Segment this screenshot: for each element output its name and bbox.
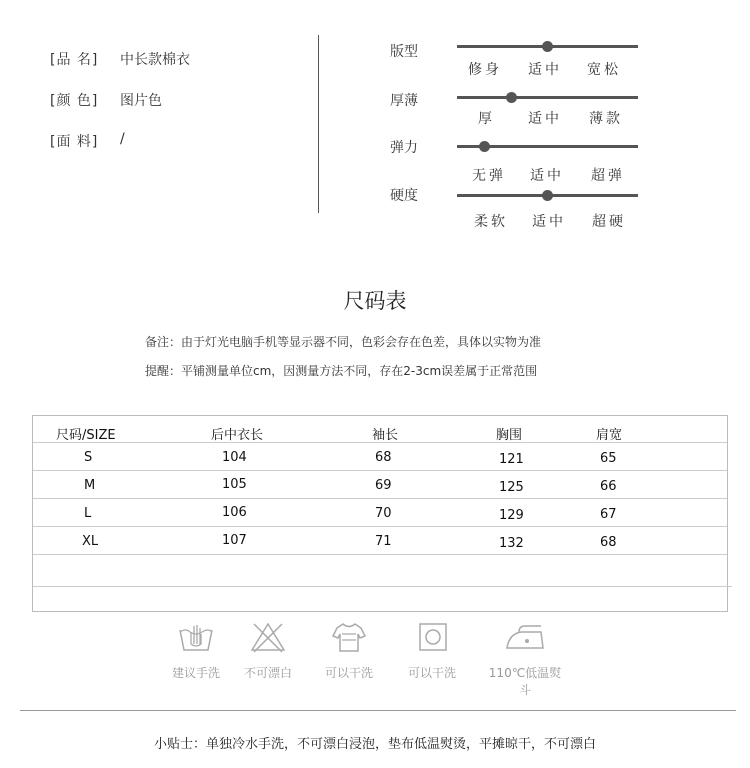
header-length: 后中衣长 [211,428,264,443]
care-label: 建议手洗 [171,666,220,680]
cell-size: S [84,450,93,465]
thickness-option-thin: 薄款 [589,111,623,127]
thickness-scale-marker [506,92,517,103]
table-divider [33,526,727,527]
cell-shoulder: 66 [600,479,617,494]
elasticity-option-super: 超弹 [591,168,625,184]
cell-shoulder: 67 [600,507,617,522]
header-size: 尺码/SIZE [56,428,116,443]
table-divider [33,586,732,587]
fit-option-slim: 修身 [468,62,502,78]
vertical-divider [318,35,319,213]
cell-sleeve: 70 [375,506,392,521]
cell-length: 106 [222,505,247,520]
fit-option-medium: 适中 [528,62,562,78]
cell-length: 104 [222,450,247,465]
cell-size: XL [82,534,99,549]
elasticity-option-none: 无弹 [472,168,506,184]
care-label: 可以干洗 [324,666,373,680]
product-name-label: [品 名] [50,52,99,68]
hardness-label: 硬度 [390,188,418,204]
care-item [485,620,565,698]
product-color-label: [颜 色] [50,93,99,109]
elasticity-option-medium: 适中 [530,168,564,184]
care-item [392,620,472,681]
elasticity-label: 弹力 [390,140,418,156]
thickness-option-medium: 适中 [528,111,562,127]
tumble-dry-icon [412,620,452,654]
product-color-value: 图片色 [120,93,162,109]
size-chart-note-measure: 提醒：平铺测量单位cm，因测量方法不同，存在2-3cm误差属于正常范围 [145,364,538,378]
elasticity-scale-marker [479,141,490,152]
care-tip: 小贴士：单独冷水手洗，不可漂白浸泡，垫布低温熨烫，平摊晾干，不可漂白 [153,737,596,752]
dry-clean-icon [329,620,369,654]
cell-size: M [84,478,96,493]
cell-length: 107 [222,533,247,548]
size-chart-title: 尺码表 [343,289,407,313]
cell-chest: 121 [499,452,524,467]
no-bleach-icon [248,620,288,654]
hand-wash-icon [176,620,216,654]
thickness-scale-track [457,96,638,99]
cell-chest: 132 [499,536,524,551]
product-fabric-value: / [120,131,125,147]
fit-scale-marker [542,41,553,52]
care-label: 110℃低温熨斗 [488,666,562,697]
cell-sleeve: 69 [375,478,392,493]
bottom-divider [20,710,736,711]
header-chest: 胸围 [496,428,523,443]
hardness-scale-marker [542,190,553,201]
care-label: 不可漂白 [243,666,292,680]
header-sleeve: 袖长 [372,428,399,443]
cell-length: 105 [222,477,247,492]
size-chart-note-color: 备注：由于灯光电脑手机等显示器不同，色彩会存在色差，具体以实物为准 [145,335,542,349]
table-divider [33,554,727,555]
cell-chest: 129 [499,508,524,523]
care-item [228,620,308,681]
fit-option-loose: 宽松 [587,62,621,78]
product-name-value: 中长款棉衣 [120,52,190,68]
cell-shoulder: 68 [600,535,617,550]
fit-label: 版型 [390,44,418,60]
thickness-option-thick: 厚 [478,111,495,127]
header-shoulder: 肩宽 [596,428,623,443]
care-item [309,620,389,681]
table-divider [33,498,727,499]
thickness-label: 厚薄 [390,93,418,109]
table-divider [33,470,727,471]
iron-icon [501,620,549,654]
hardness-option-hard: 超硬 [592,214,626,230]
cell-chest: 125 [499,480,524,495]
cell-size: L [84,506,92,521]
hardness-option-medium: 适中 [532,214,566,230]
cell-sleeve: 68 [375,450,392,465]
care-label: 可以干洗 [407,666,456,680]
hardness-option-soft: 柔软 [474,214,508,230]
cell-shoulder: 65 [600,451,617,466]
cell-sleeve: 71 [375,534,392,549]
care-item [156,620,236,681]
product-fabric-label: [面 料] [50,134,99,150]
